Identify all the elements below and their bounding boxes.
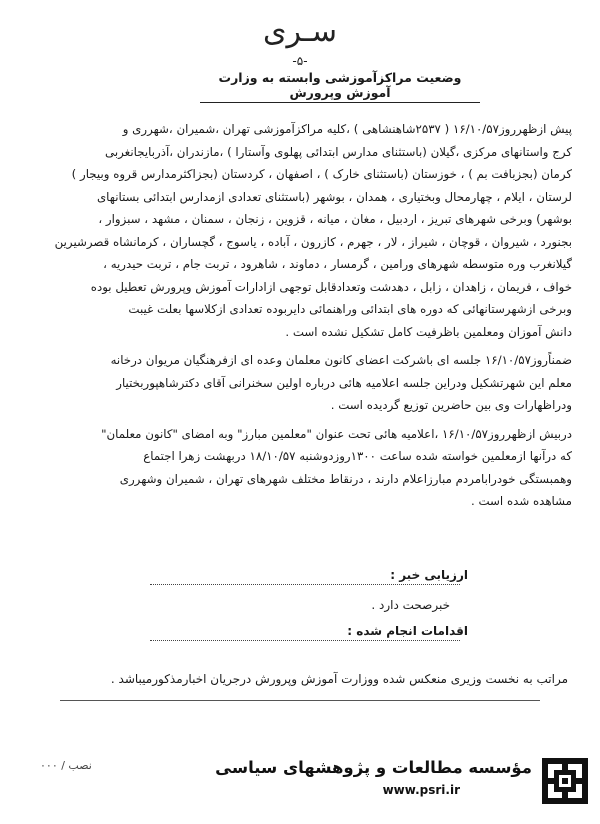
institute-name: مؤسسه مطالعات و پژوهشهای سیاسی [215,758,532,777]
institute-url[interactable]: www.psri.ir [382,783,460,797]
text-line: بجنورد ، شیروان ، قوچان ، شیراز ، لار ، جهرم ، کازرون ، آباده ، یاسوج ، گچساران ، کرمانشاه قصرشیرین [54,234,572,249]
dotted-divider [150,584,460,585]
paragraph-2 [24,349,572,417]
classification-mark: سـرى [263,14,337,49]
text-line: کرج واستانهای مرکزی ،گیلان (باستثنای مدارس ابتدائی پهلوی وآستارا ) ،مازندران ،آذربایجانغربی [105,144,572,159]
text-line: وبرخی ازشهرستانهائی که دوره های ابتدائی وراهنمائی دایربوده تعدادی ازکلاسها بعلت غیبت [128,302,572,316]
text-line: بوشهر) وبرخی شهرهای تبریز ، اردبیل ، مغان ، میانه ، قزوین ، زنجان ، سمنان ، مشهد ، سبزوار ، [98,212,572,226]
paragraph-3 [24,423,572,513]
footer-left-note: نصب / ۰۰۰ [40,759,92,772]
text-line: که درآنها ازمعلمین خواسته شده ساعت ۱۳۰۰روزدوشنبه ۱۸/۱۰/۵۷ دربهشت زهرا اجتماع [143,449,572,463]
institute-logo-icon [542,758,588,804]
evaluation-label: ارزیابی خبر : [390,568,468,582]
text-line: ودراظهارات وی بین حاضرین توزیع گردیده است . [330,398,572,412]
text-line: پیش ازظهرروز۱۶/۱۰/۵۷ ( ۲۵۳۷شاهنشاهی ) ،کلیه مراکزآموزشی تهران ،شمیران ،شهرری و [122,122,572,136]
paragraph-1 [24,118,572,343]
text-line: وهمبستگی خودرابامردم مبارزاعلام دارند ، درنقاط مختلف شهرهای تهران ، شمیران وشهرری [119,471,572,486]
actions-label: اقدامات انجام شده : [347,624,468,638]
text-line: گیلانغرب وره متوسطه شهرهای ورامین ، گرمسار ، دماوند ، شاهرود ، تربت جام ، تربت حیدریه ، [103,257,572,271]
text-line: ضمناًروز۱۶/۱۰/۵۷ جلسه ای باشرکت اعضای کانون معلمان وعده ای ازفرهنگیان مریوان درخانه [110,353,572,367]
text-line: معلم این شهرتشکیل ودراین جلسه اعلامیه هائی درباره اولین سخنرانی آقای دکترشاهپوربختیار [116,375,572,390]
document-title: وضعیت مراکزآموزشی وابسته به وزارت آموزش وپرورش [200,70,480,103]
text-line: دربیش ازظهرروز۱۶/۱۰/۵۷ ،اعلامیه هائی تحت عنوان "معلمین مبارز" وبه امضای "کانون معلمان" [101,426,572,441]
document-body [24,118,572,519]
text-line: لرستان ، ایلام ، چهارمحال وبختیاری ، همدان ، بوشهر (باستثنای تعدادی ازمدارس ابتدائی بستانهای [96,189,572,204]
text-line: کرمان (بجزبافت بم ) ، خوزستان (باستثنای خارک ) ، اصفهان ، کردستان (بجزاکثرمدارس قروه وبیجار ) [71,167,572,181]
closing-statement: مراتب به نخست وزیری منعکس شده ووزارت آموزش وپرورش درجریان اخبارمذکورمیباشد . [110,672,568,686]
page-number: -۵- [292,54,308,68]
institute-footer [215,756,590,806]
text-line: مشاهده شده است . [470,494,572,508]
evaluation-confirmation: خبرصحت دارد . [371,598,450,612]
text-line: خواف ، فریمان ، زاهدان ، زابل ، دهدشت وتعدادقابل توجهی ازادارات آموزش وپرورش تعطیل بوده [90,279,572,294]
separator-line [60,700,540,701]
dotted-divider [150,640,460,641]
text-line: دانش آموزان ومعلمین باظرفیت کامل تشکیل نشده است . [285,324,572,339]
